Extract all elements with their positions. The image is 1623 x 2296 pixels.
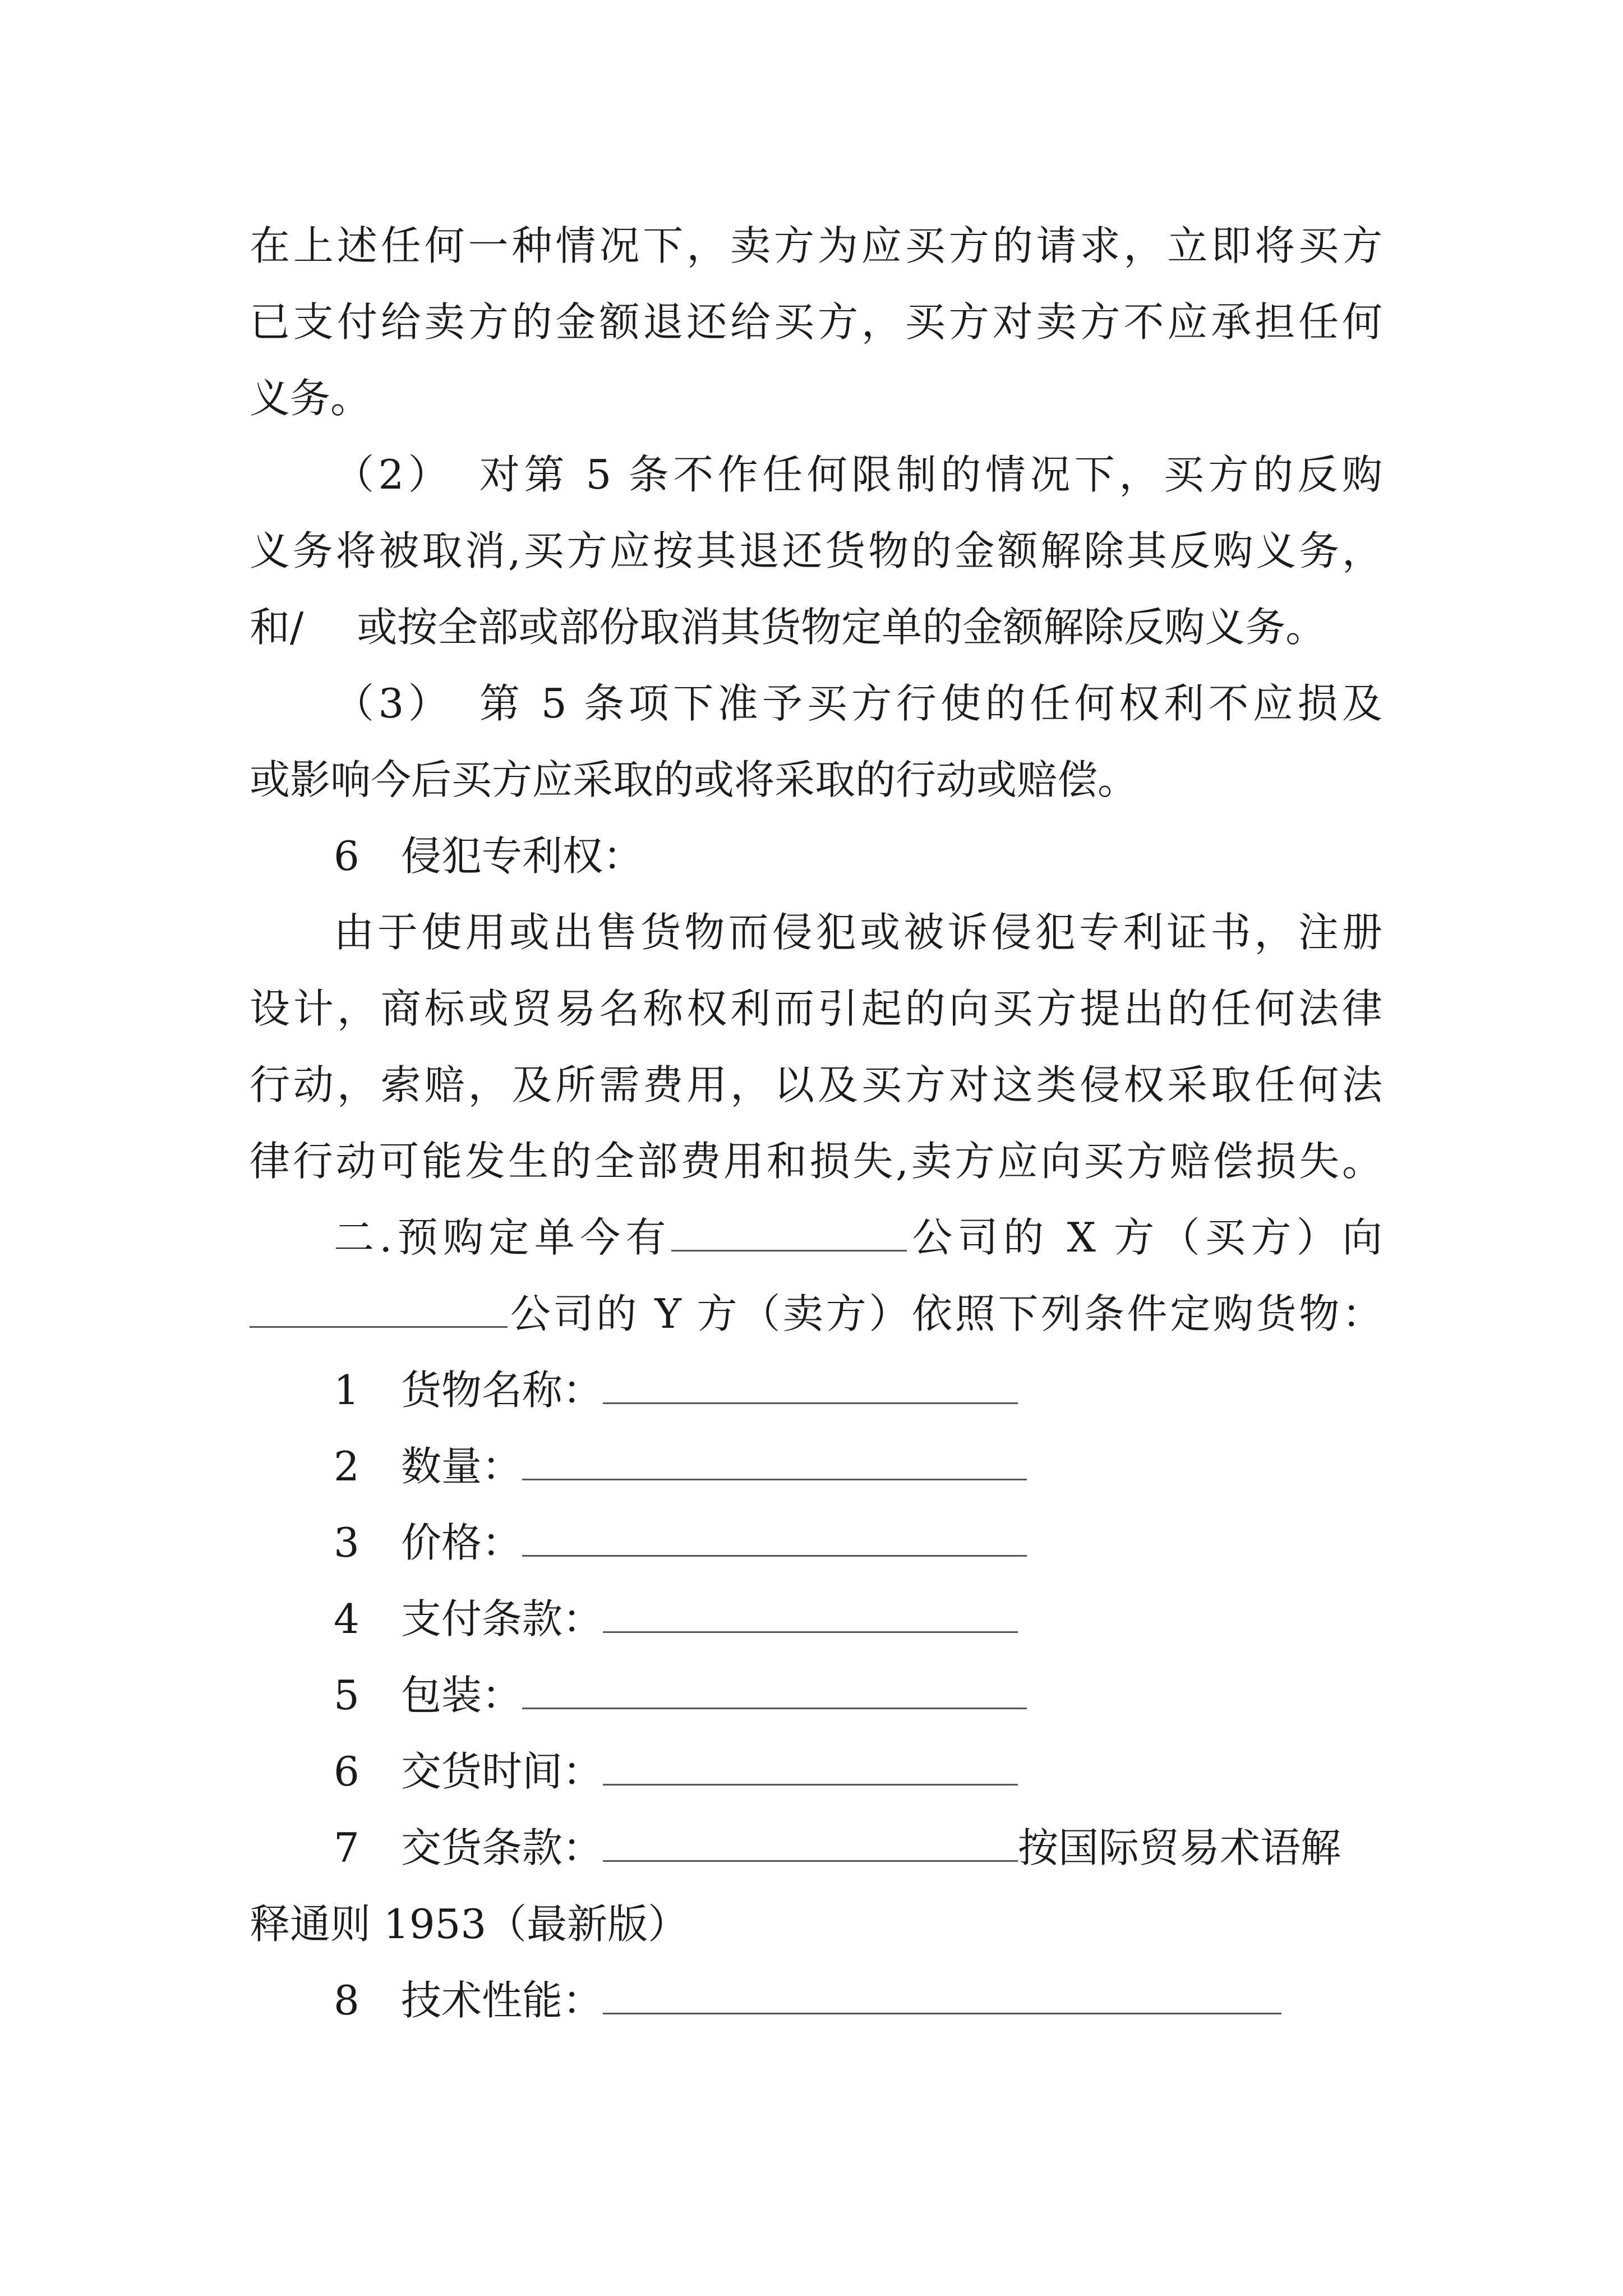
item-label: 货物名称： [401, 1366, 603, 1414]
item-blank[interactable] [603, 1368, 1018, 1404]
item-number: 5 [334, 1672, 359, 1719]
section-number: 6 [334, 832, 359, 880]
preorder-line [334, 1209, 1382, 1266]
order-item [334, 1438, 1382, 1494]
clause-2-line [334, 447, 1382, 503]
paragraph-line: 行动，索赔，及所需费用，以及买方对这类侵权采取任何法 [250, 1061, 1382, 1108]
preorder-line [250, 1286, 1382, 1342]
clause-label: （2） [334, 451, 453, 498]
paragraph-line: 由于使用或出售货物而侵犯或被诉侵犯专利证书，注册 [334, 909, 1382, 956]
preorder-text: 公司的 Y 方（卖方）依照下列条件定购货物： [508, 1290, 1382, 1337]
item-number: 7 [334, 1824, 359, 1871]
item-blank[interactable] [522, 1444, 1027, 1480]
item-blank[interactable] [603, 1825, 1018, 1862]
clause-text: 和/ [250, 604, 304, 651]
section-heading [334, 828, 1382, 884]
item-number: 1 [334, 1366, 359, 1414]
paragraph-line: 义务将被取消,买方应按其退还货物的金额解除其反购义务， [250, 527, 1382, 574]
item-blank[interactable] [603, 1749, 1018, 1786]
item-label: 价格： [401, 1519, 523, 1566]
buyer-company-blank[interactable] [671, 1215, 907, 1251]
order-item [334, 1362, 1382, 1418]
paragraph-line: 或影响今后买方应采取的或将采取的行动或赔偿。 [250, 756, 1138, 803]
item-blank[interactable] [522, 1673, 1027, 1709]
item-number: 2 [334, 1443, 359, 1490]
order-item [334, 1820, 1382, 1876]
paragraph-line [250, 599, 1382, 655]
clause-text: 或按全部或部份取消其货物定单的金额解除反购义务。 [357, 604, 1326, 651]
item-suffix: 按国际贸易术语解 [1018, 1824, 1341, 1871]
item-number: 4 [334, 1595, 359, 1642]
item-number: 3 [334, 1519, 359, 1566]
seller-company-blank[interactable] [250, 1291, 508, 1328]
clause-label: （3） [334, 680, 453, 727]
paragraph-line: 已支付给卖方的金额退还给买方，买方对卖方不应承担任何 [250, 298, 1382, 346]
paragraph-line: 在上述任何一种情况下，卖方为应买方的请求，立即将买方 [250, 222, 1382, 269]
item-blank[interactable] [603, 1978, 1281, 2014]
clause-3-line [334, 675, 1382, 731]
preorder-text: 二.预购定单今有 [334, 1214, 671, 1261]
item-label: 包装： [401, 1672, 523, 1719]
paragraph-line: 释通则 1953（最新版） [250, 1901, 689, 1948]
item-number: 8 [334, 1977, 359, 2024]
item-label: 技术性能： [401, 1977, 603, 2024]
item-label: 支付条款： [401, 1595, 603, 1642]
item-number: 6 [334, 1748, 359, 1795]
paragraph-line: 设计，商标或贸易名称权利而引起的向买方提出的任何法律 [250, 985, 1382, 1032]
item-label: 交货条款： [401, 1824, 603, 1871]
clause-text: 第 5 条项下准予买方行使的任何权利不应损及 [475, 680, 1382, 727]
order-item [334, 1972, 1382, 2028]
preorder-text: 公司的 X 方（买方）向 [906, 1214, 1382, 1261]
item-label: 数量： [401, 1443, 523, 1490]
item-blank[interactable] [522, 1520, 1027, 1557]
paragraph-line: 律行动可能发生的全部费用和损失,卖方应向买方赔偿损失。 [250, 1138, 1382, 1185]
item-blank[interactable] [603, 1596, 1018, 1633]
order-item [334, 1667, 1382, 1723]
clause-text: 对第 5 条不作任何限制的情况下，买方的反购 [475, 451, 1382, 498]
order-item [334, 1515, 1382, 1571]
order-item [334, 1743, 1382, 1800]
item-label: 交货时间： [401, 1748, 603, 1795]
section-title: 侵犯专利权： [401, 832, 644, 880]
order-item [334, 1591, 1382, 1647]
paragraph-line: 义务。 [250, 375, 371, 422]
